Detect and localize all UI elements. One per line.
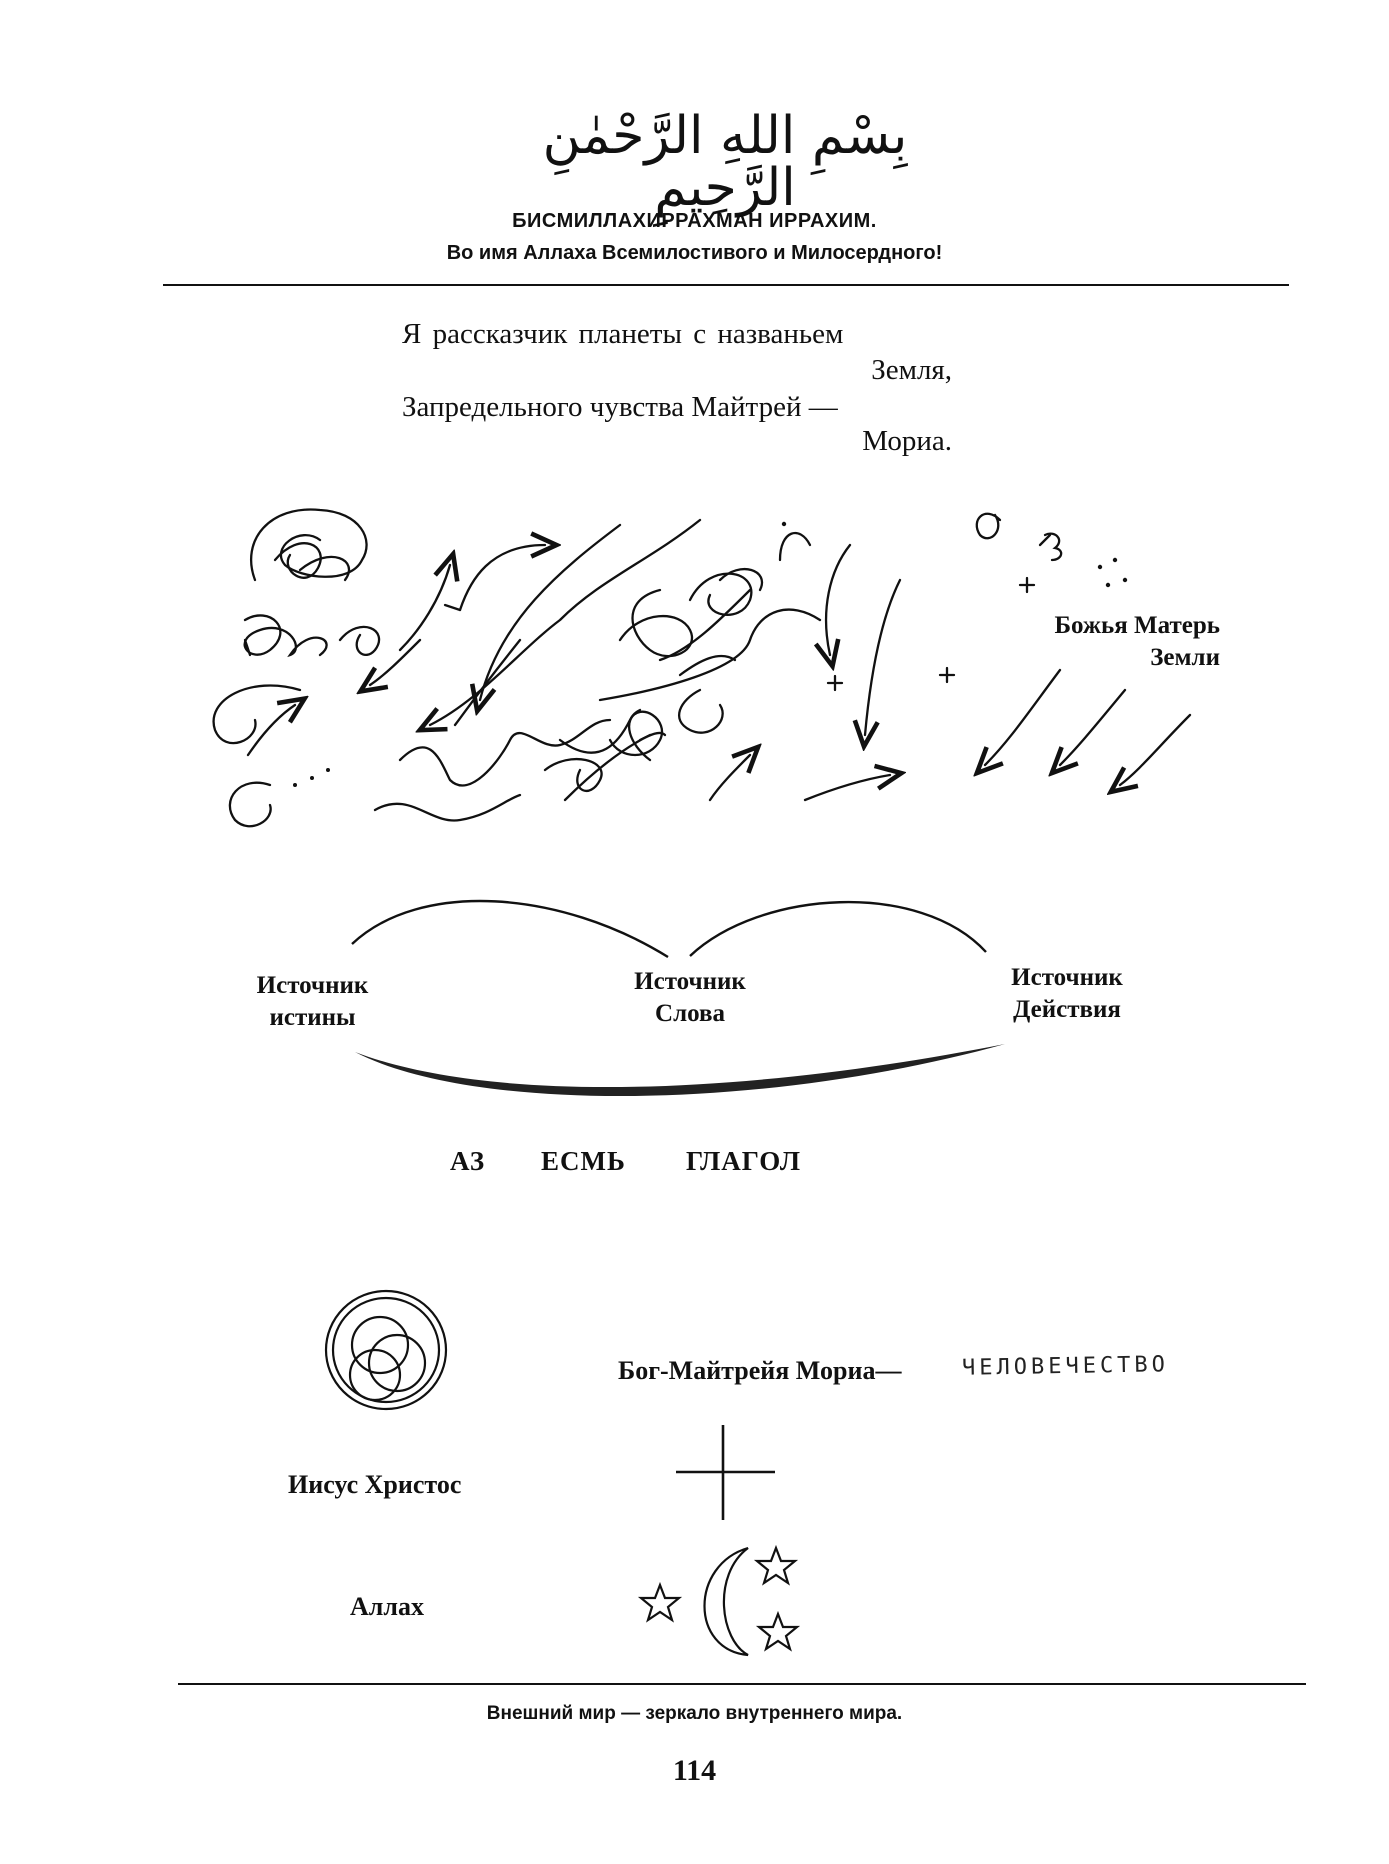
base-arc (355, 1044, 1005, 1096)
word-az: АЗ (450, 1146, 486, 1176)
header-rule (163, 284, 1289, 286)
source-action-line-2: Действия (1013, 996, 1121, 1023)
allah-label: Аллах (350, 1592, 424, 1621)
poem-line-3: Запредельного чувства Майтрей — (402, 391, 838, 423)
word-esm: ЕСМЬ (541, 1146, 626, 1176)
source-truth-line-2: истины (269, 1004, 356, 1031)
trinity-circles-icon (326, 1291, 446, 1409)
poem-line-2: Земля, (871, 354, 952, 386)
source-action-label (982, 962, 1152, 1026)
basmala-calligraphy: بِسْمِ اللهِ الرَّحْمٰنِ الرَّحِيمِ (542, 106, 908, 218)
poem-line-4: Мориа. (862, 425, 952, 457)
jesus-christ-label: Иисус Христос (288, 1470, 462, 1499)
crescent-stars-icon (641, 1548, 797, 1655)
source-action-line-1: Источник (1011, 964, 1123, 991)
mother-of-earth-label (1010, 610, 1220, 674)
source-truth-line-1: Источник (256, 972, 369, 999)
handwritten-humanity: ЧЕЛОВЕЧЕСТВО (961, 1352, 1170, 1381)
source-word-label (605, 966, 775, 1030)
source-word-line-2: Слова (655, 1000, 725, 1027)
bog-maitreya-label: Бог-Майтрейя Мориа— (618, 1356, 902, 1385)
footer-quote: Внешний мир — зеркало внутреннего мира. (486, 1703, 903, 1724)
header-title: БИСМИЛЛАХИРРАХМАН ИРРАХИМ. (512, 210, 877, 232)
source-truth-label (230, 970, 395, 1034)
page-number: 114 (672, 1754, 717, 1787)
source-word-line-1: Источник (634, 968, 746, 995)
mother-line-2: Земли (1150, 644, 1220, 671)
poem-line-1: Я рассказчик планеты с названьем (402, 318, 844, 350)
header-subtitle: Во имя Аллаха Всемилостивого и Милосердного! (446, 242, 943, 264)
footer-rule (178, 1683, 1306, 1685)
word-glagol: ГЛАГОЛ (686, 1146, 802, 1176)
cross-icon (676, 1425, 775, 1520)
mother-line-1: Божья Матерь (1054, 612, 1220, 639)
